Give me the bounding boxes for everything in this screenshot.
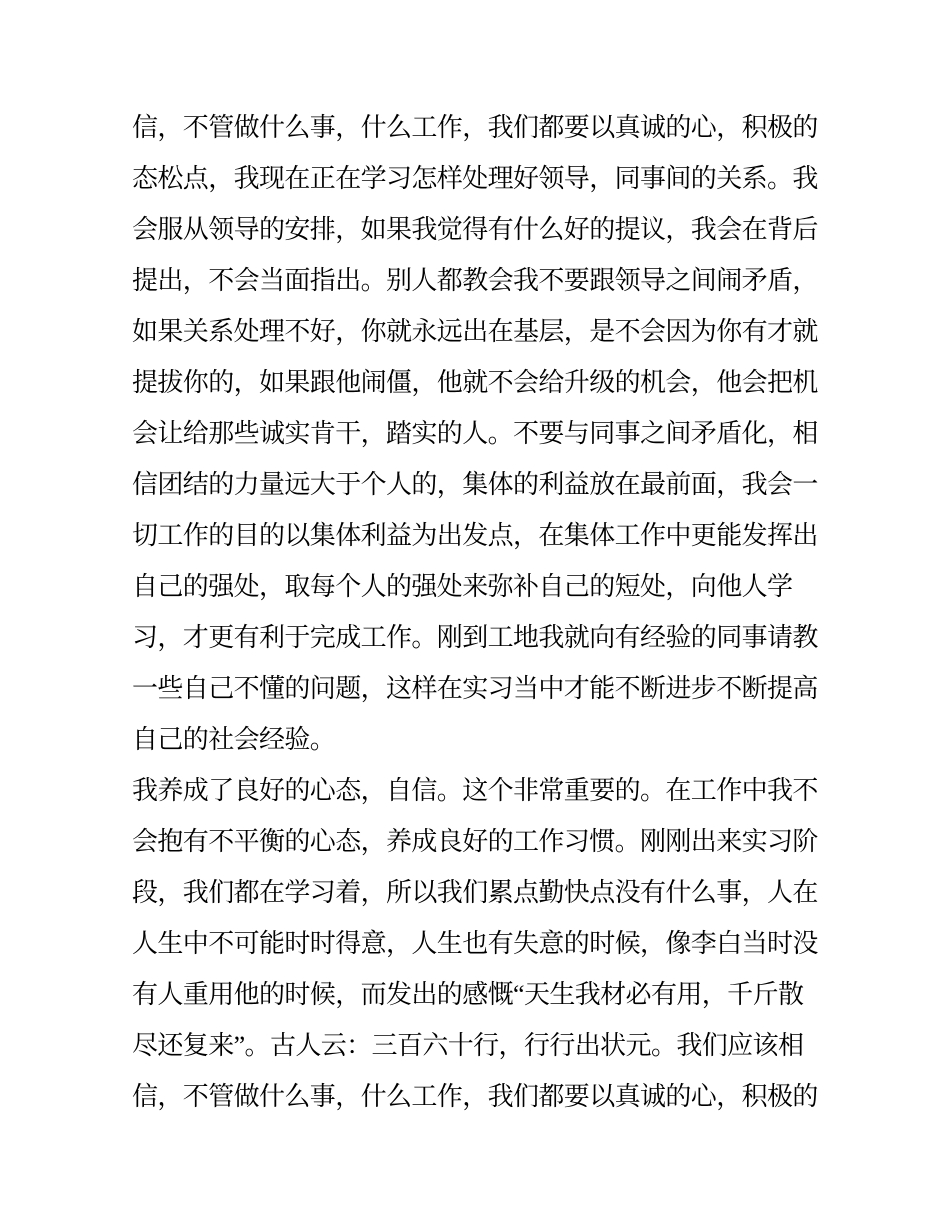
- text-line: 如果关系处理不好，你就永远出在基层，是不会因为你有才就: [132, 317, 818, 346]
- paragraph-2: [132, 765, 832, 1122]
- text-line: 态松点，我现在正在学习怎样处理好领导，同事间的关系。我: [132, 164, 818, 193]
- text-line: 会抱有不平衡的心态，养成良好的工作习惯。刚刚出来实习阶: [132, 827, 818, 856]
- text-line: 我养成了良好的心态，自信。这个非常重要的。在工作中我不: [132, 776, 818, 805]
- text-line: 一些自己不懂的问题，这样在实习当中才能不断进步不断提高: [132, 674, 818, 703]
- text-line: 习，才更有利于完成工作。刚到工地我就向有经验的同事请教: [132, 623, 818, 652]
- text-line: 会让给那些诚实肯干，踏实的人。不要与同事之间矛盾化，相: [132, 419, 818, 448]
- text-line: 自己的强处，取每个人的强处来弥补自己的短处，向他人学: [132, 572, 793, 601]
- paragraph-1: [132, 102, 832, 765]
- text-line: 提拔你的，如果跟他闹僵，他就不会给升级的机会，他会把机: [132, 368, 818, 397]
- text-line: 信团结的力量远大于个人的，集体的利益放在最前面，我会一: [132, 470, 818, 499]
- document-text-block: [132, 102, 832, 1122]
- text-line: 提出，不会当面指出。别人都教会我不要跟领导之间闹矛盾，: [132, 266, 818, 295]
- text-line: 段，我们都在学习着，所以我们累点勤快点没有什么事，人在: [132, 878, 818, 907]
- text-line: 会服从领导的安排，如果我觉得有什么好的提议，我会在背后: [132, 215, 818, 244]
- text-line: 切工作的目的以集体利益为出发点，在集体工作中更能发挥出: [132, 521, 818, 550]
- text-line: 自己的社会经验。: [132, 725, 336, 754]
- text-line: 信，不管做什么事，什么工作，我们都要以真诚的心，积极的: [132, 113, 818, 142]
- text-line: 信，不管做什么事，什么工作，我们都要以真诚的心，积极的: [132, 1082, 818, 1111]
- text-line: 有人重用他的时候，而发出的感慨“天生我材必有用，千斤散: [132, 980, 804, 1009]
- text-line: 人生中不可能时时得意，人生也有失意的时候，像李白当时没: [132, 929, 818, 958]
- text-line: 尽还复来”。古人云：三百六十行，行行出状元。我们应该相: [132, 1031, 804, 1060]
